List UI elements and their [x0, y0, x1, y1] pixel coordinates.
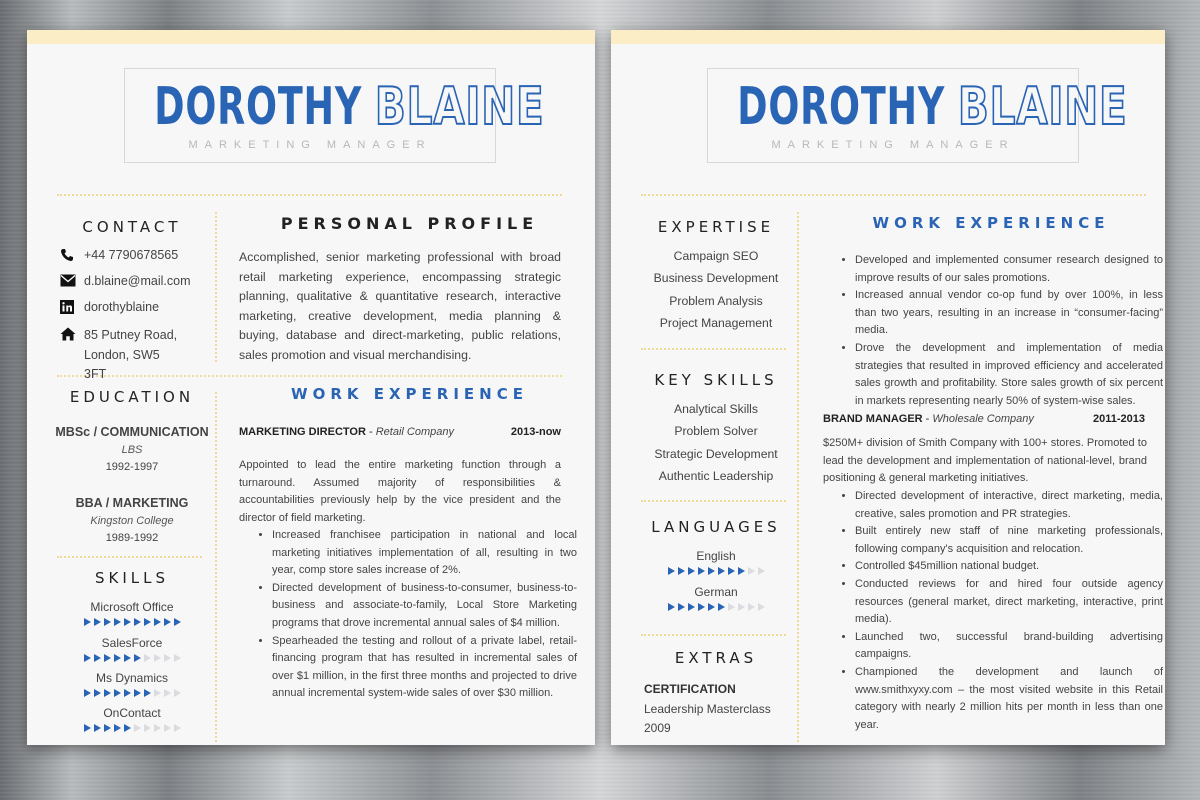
rating-arrow-icon [134, 654, 141, 662]
rating-arrow-icon [738, 567, 745, 575]
column-divider [215, 212, 217, 362]
keyskill-item: Strategic Development [654, 446, 778, 461]
bullet: • Directed development of business-to-consumer, business-to-business and associate-to-family, Local Store Marketing programs that drove incremental annual sales of $4 million. [272, 580, 577, 633]
job-title: MARKETING DIRECTOR [239, 426, 366, 438]
education-entry [52, 496, 212, 544]
skill-name: OnContact [103, 706, 161, 720]
top-bullets [839, 252, 1163, 410]
work-heading: WORK EXPERIENCE [872, 214, 1110, 232]
rating-arrow-icon [174, 689, 181, 697]
years: 1989-1992 [105, 532, 159, 544]
rating-arrow-icon [104, 654, 111, 662]
job-subtitle: MARKETING MANAGER [771, 139, 1015, 151]
rating-arrow-icon [164, 724, 171, 732]
language-rating [636, 603, 796, 611]
bullet: • Directed development of interactive, direct marketing, media, creative, sales promotion and PR strategies. [855, 488, 1163, 523]
skill-name: Ms Dynamics [95, 671, 168, 685]
bullet: • Increased franchisee participation in national and local marketing initiatives implementation of all, resulting in two year, comp store sales increase of 2%. [272, 527, 577, 580]
bullet: • Championed the development and launch of www.smithxyxy.com – the most visited website in this Retail category with nearly 2 million hits per month in less than one year. [855, 664, 1163, 734]
column-divider [797, 212, 799, 742]
divider [57, 556, 202, 558]
job-intro: $250M+ division of Smith Company with 100+ stores. Promoted to lead the development and implementation of national-level, brand positioning & general marketing initiatives. [823, 437, 1147, 484]
job-intro: Appointed to lead the entire marketing function through a turnaround. Assumed majority of responsibilities & accountabilities previously help by the vice president and the director of field marketing. [239, 459, 561, 524]
last-name: BLAINE [958, 77, 1128, 137]
rating-arrow-icon [728, 567, 735, 575]
divider [641, 194, 1146, 196]
rating-arrow-icon [154, 654, 161, 662]
rating-arrow-icon [174, 724, 181, 732]
email-text: d.blaine@mail.com [84, 274, 191, 288]
extras-heading: EXTRAS [674, 649, 758, 667]
rating-arrow-icon [114, 654, 121, 662]
rating-arrow-icon [114, 689, 121, 697]
contact-linkedin [60, 300, 159, 316]
email-icon [60, 274, 82, 290]
job-title: BRAND MANAGER [823, 413, 923, 425]
candidate-name [708, 77, 1128, 137]
skill-name: Microsoft Office [90, 600, 174, 614]
rating-arrow-icon [688, 603, 695, 611]
bullet: • Developed and implemented consumer research designed to improve results of our sales promotions. [855, 252, 1163, 287]
top-band [27, 30, 595, 44]
divider [641, 348, 786, 350]
rating-arrow-icon [154, 618, 161, 626]
rating-arrow-icon [758, 567, 765, 575]
rating-arrow-icon [698, 603, 705, 611]
candidate-name [125, 77, 545, 137]
keyskills-list [636, 398, 796, 487]
name-box [124, 68, 545, 163]
rating-arrow-icon [114, 618, 121, 626]
bullet: • Launched two, successful brand-building advertising campaigns. [855, 629, 1163, 664]
rating-arrow-icon [154, 724, 161, 732]
rating-arrow-icon [114, 724, 121, 732]
skill-item [52, 706, 212, 732]
skill-name: SalesForce [101, 636, 163, 650]
home-icon [60, 327, 82, 343]
rating-arrow-icon [124, 618, 131, 626]
job-dates: 2011-2013 [1093, 413, 1145, 425]
school: Kingston College [90, 515, 174, 527]
rating-arrow-icon [728, 603, 735, 611]
rating-arrow-icon [84, 689, 91, 697]
rating-arrow-icon [678, 567, 685, 575]
school: LBS [121, 444, 143, 456]
rating-arrow-icon [708, 567, 715, 575]
rating-arrow-icon [174, 654, 181, 662]
language-rating [636, 567, 796, 575]
job-header: MARKETING DIRECTOR - Retail Company 2013-now [239, 426, 561, 438]
keyskill-item: Analytical Skills [674, 402, 758, 416]
skill-rating [52, 618, 212, 626]
rating-arrow-icon [94, 654, 101, 662]
rating-arrow-icon [124, 654, 131, 662]
bullet: • Built entirely new staff of nine marketing professionals, following company's acquisition and relocation. [855, 523, 1163, 558]
extras-label: CERTIFICATION [644, 682, 736, 696]
skill-rating [52, 654, 212, 662]
rating-arrow-icon [708, 603, 715, 611]
rating-arrow-icon [164, 618, 171, 626]
first-name: DOROTHY [154, 77, 363, 137]
rating-arrow-icon [144, 654, 151, 662]
rating-arrow-icon [144, 724, 151, 732]
rating-arrow-icon [668, 603, 675, 611]
education-heading: EDUCATION [69, 388, 195, 406]
contact-address [60, 326, 179, 385]
divider [57, 194, 562, 196]
rating-arrow-icon [738, 603, 745, 611]
extras-name: Leadership Masterclass [644, 701, 771, 716]
column-divider [215, 392, 217, 742]
language-item [636, 585, 796, 611]
rating-arrow-icon [94, 618, 101, 626]
rating-arrow-icon [748, 603, 755, 611]
expertise-list [636, 245, 796, 334]
profile-heading: PERSONAL PROFILE [280, 214, 539, 233]
skills-heading: SKILLS [94, 569, 170, 587]
bullet: • Increased annual vendor co-op fund by over 100%, in less than two years, resulting in an increase in “consumer-facing” media. [855, 287, 1163, 340]
job-company: Wholesale Company [932, 413, 1034, 425]
skill-rating [52, 689, 212, 697]
rating-arrow-icon [134, 724, 141, 732]
extras-entry [644, 680, 771, 739]
bullet: • Conducted reviews for and hired four outside agency resources (general market, direct marketing, interactive, print media). [855, 576, 1163, 629]
work-heading: WORK EXPERIENCE [291, 385, 528, 403]
extras-year: 2009 [644, 721, 671, 735]
linkedin-icon [60, 300, 82, 316]
resume-page-1 [27, 30, 595, 745]
expertise-item: Business Development [653, 271, 779, 286]
top-band [611, 30, 1165, 44]
rating-arrow-icon [84, 654, 91, 662]
expertise-item: Project Management [659, 315, 773, 330]
language-item [636, 549, 796, 575]
languages-heading: LANGUAGES [651, 518, 781, 536]
keyskill-item: Problem Solver [674, 424, 758, 439]
keyskills-heading: KEY SKILLS [654, 371, 778, 389]
rating-arrow-icon [104, 618, 111, 626]
rating-arrow-icon [134, 618, 141, 626]
rating-arrow-icon [718, 567, 725, 575]
rating-arrow-icon [84, 724, 91, 732]
rating-arrow-icon [688, 567, 695, 575]
rating-arrow-icon [668, 567, 675, 575]
skill-item [52, 600, 212, 626]
rating-arrow-icon [748, 567, 755, 575]
job-subtitle: MARKETING MANAGER [188, 139, 432, 151]
skill-item [52, 636, 212, 662]
rating-arrow-icon [718, 603, 725, 611]
profile-text: Accomplished, senior marketing professional with broad retail marketing experience, encompassing strategic planning, qualitative & quantitative research, interactive marketing, creative development, media planning & buying, database and direct-marketing, public relations, sales promotion and visual merchandising. [239, 250, 561, 362]
skill-rating [52, 724, 212, 732]
job-company: Retail Company [375, 426, 454, 438]
expertise-item: Campaign SEO [673, 249, 759, 263]
job-header: BRAND MANAGER - Wholesale Company 2011-2013 [823, 413, 1145, 425]
contact-email [60, 274, 190, 290]
rating-arrow-icon [164, 654, 171, 662]
language-name: English [696, 549, 736, 563]
rating-arrow-icon [84, 618, 91, 626]
education-entry [52, 425, 212, 473]
job-dates: 2013-now [510, 426, 561, 438]
last-name: BLAINE [375, 77, 545, 137]
rating-arrow-icon [94, 689, 101, 697]
rating-arrow-icon [758, 603, 765, 611]
skill-item [52, 671, 212, 697]
contact-phone [60, 248, 178, 264]
rating-arrow-icon [164, 689, 171, 697]
phone-text: +44 7790678565 [84, 248, 179, 262]
rating-arrow-icon [678, 603, 685, 611]
bullet: • Controlled $45million national budget. [855, 558, 1163, 576]
rating-arrow-icon [104, 724, 111, 732]
rating-arrow-icon [124, 689, 131, 697]
years: 1992-1997 [105, 461, 159, 473]
job-bullets [839, 488, 1163, 734]
divider [641, 500, 786, 502]
resume-page-2 [611, 30, 1165, 745]
rating-arrow-icon [144, 618, 151, 626]
rating-arrow-icon [174, 618, 181, 626]
bullet: • Drove the development and implementation of media strategies that resulted in improved efficiency and accelerated sales growth and profitability. Store sales growth of six percent in markets representing nearly 50% of system-wise sales. [855, 340, 1163, 410]
degree: MBSc / COMMUNICATION [55, 425, 209, 439]
rating-arrow-icon [698, 567, 705, 575]
language-name: German [694, 585, 738, 599]
name-box [707, 68, 1128, 163]
degree: BBA / MARKETING [75, 496, 189, 510]
phone-icon [60, 248, 82, 264]
divider [641, 634, 786, 636]
rating-arrow-icon [154, 689, 161, 697]
rating-arrow-icon [94, 724, 101, 732]
rating-arrow-icon [124, 724, 131, 732]
linkedin-text: dorothyblaine [84, 300, 160, 314]
keyskill-item: Authentic Leadership [658, 468, 774, 483]
expertise-item: Problem Analysis [669, 293, 763, 308]
job-bullets [256, 527, 577, 703]
bullet: • Spearheaded the testing and rollout of a private label, retail-financing program that has resulted in incremental sales of over $1 million, in the first three months and projected to drive annual incremental system-wide sales of over $30 million. [272, 633, 577, 703]
rating-arrow-icon [104, 689, 111, 697]
first-name: DOROTHY [737, 77, 946, 137]
rating-arrow-icon [134, 689, 141, 697]
expertise-heading: EXPERTISE [657, 218, 775, 236]
rating-arrow-icon [144, 689, 151, 697]
address-text: 85 Putney Road, London, SW5 3FT [84, 328, 178, 381]
contact-heading: CONTACT [82, 218, 182, 236]
